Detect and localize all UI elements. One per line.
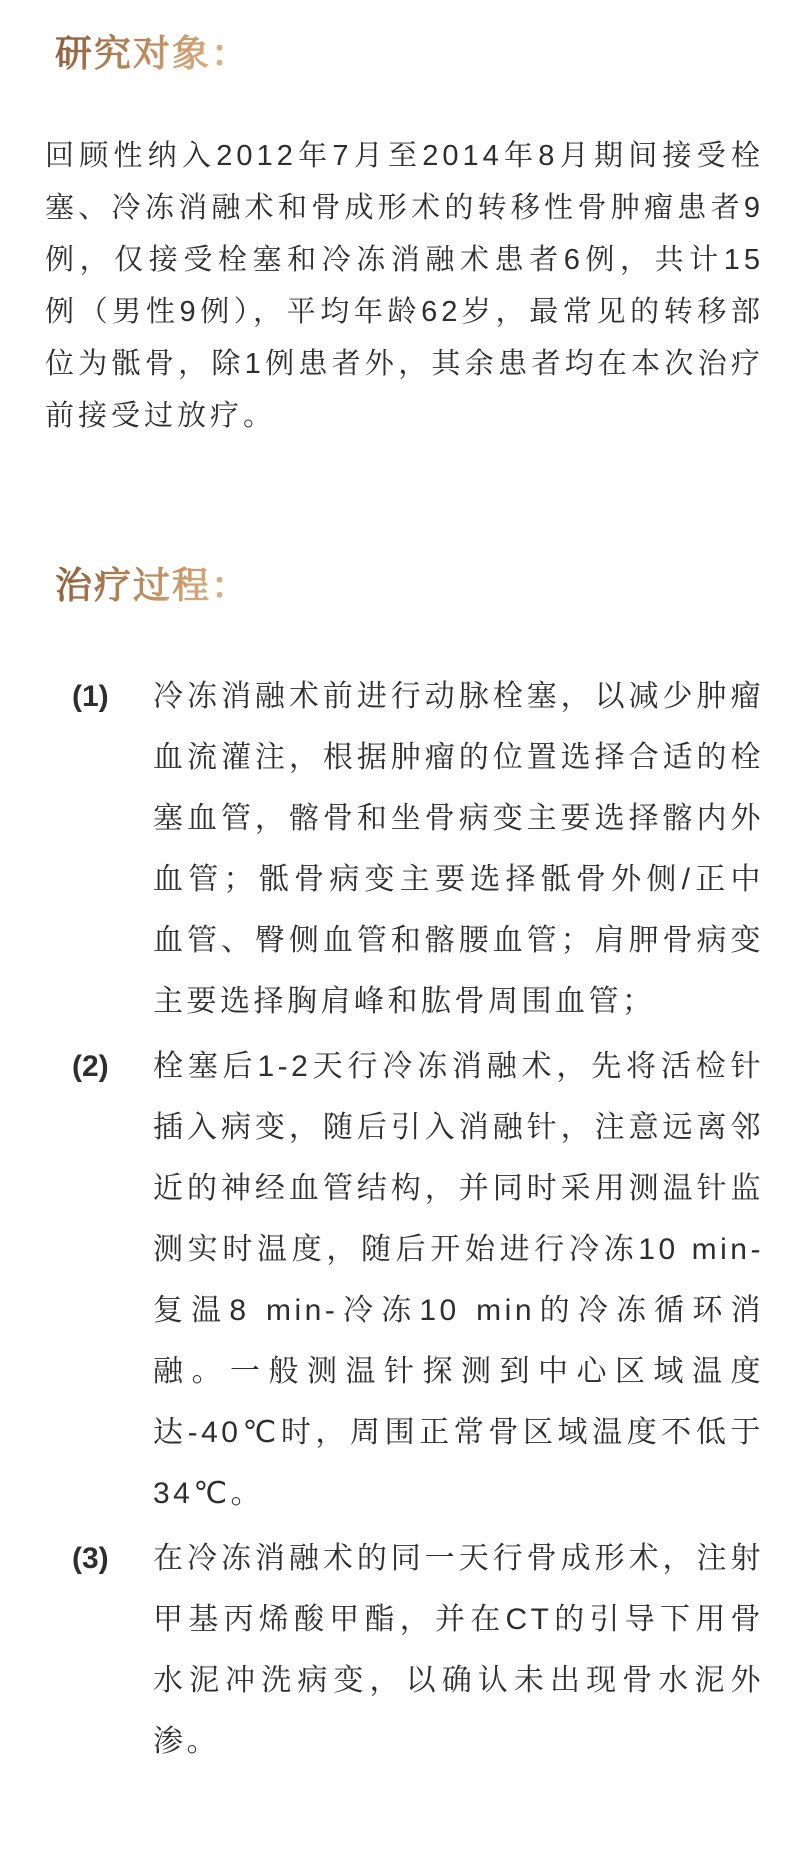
treatment-step-1 [45, 666, 764, 1032]
treatment-heading-row [45, 566, 764, 608]
research-paragraph: 回顾性纳入2012年7月至2014年8月期间接受栓塞、冷冻消融术和骨成形术的转移性骨肿瘤患者9例，仅接受栓塞和冷冻消融术患者6例，共计15例（男性9例），平均年龄62岁，最常见的转移部位为骶骨，除1例患者外，其余患者均在本次治疗前接受过放疗。 [45, 140, 764, 432]
step-1-text: 冷冻消融术前进行动脉栓塞，以减少肿瘤血流灌注，根据肿瘤的位置选择合适的栓塞血管，髂骨和坐骨病变主要选择髂内外血管；骶骨病变主要选择骶骨外侧/正中血管、臀侧血管和髂腰血管；肩胛骨病变主要选择胸肩峰和肱骨周围血管； [153, 680, 764, 1018]
step-2-marker: (2) [72, 1050, 109, 1083]
treatment-steps-list [45, 666, 764, 1772]
step-3-text: 在冷冻消融术的同一天行骨成形术，注射甲基丙烯酸甲酯，并在CT的引导下用骨水泥冲洗病变，以确认未出现骨水泥外渗。 [153, 1542, 764, 1758]
step-2-text: 栓塞后1-2天行冷冻消融术，先将活检针插入病变，随后引入消融针，注意远离邻近的神经血管结构，并同时采用测温针监测实时温度，随后开始进行冷冻10 min-复温8 min-冷冻10 min的冷冻循环消融。一般测温针探测到中心区域温度达-40℃时，周围正常骨区域温度不低于34℃。 [153, 1050, 764, 1510]
treatment-step-2 [45, 1036, 764, 1524]
research-heading-row [45, 34, 764, 76]
section-heading-research: 研究对象： [55, 34, 250, 75]
step-3-marker: (3) [72, 1542, 109, 1575]
treatment-step-3 [45, 1528, 764, 1772]
step-1-marker: (1) [72, 680, 109, 713]
section-heading-treatment: 治疗过程： [55, 566, 250, 607]
